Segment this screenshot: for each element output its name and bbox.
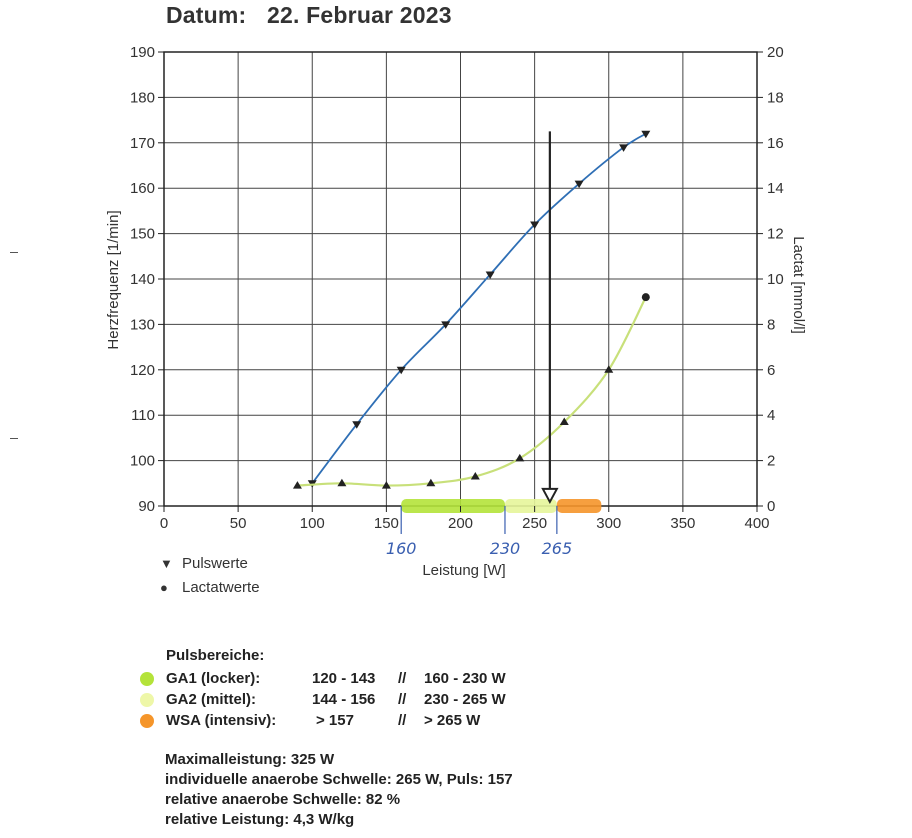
circle-icon: ● xyxy=(160,580,168,595)
stat-anaerobic-threshold: individuelle anaerobe Schwelle: 265 W, Puls: 157 xyxy=(165,771,513,788)
y-left-tick-label: 140 xyxy=(129,271,155,288)
highlight-dot-icon xyxy=(140,714,154,728)
y-right-axis-label: Lactat [mmol/l] xyxy=(790,236,807,334)
handwritten-label: 230 xyxy=(489,539,521,558)
series-line-lactatwerte xyxy=(297,297,645,485)
y-left-tick-label: 110 xyxy=(131,407,155,425)
y-left-tick-label: 120 xyxy=(129,361,155,379)
y-left-tick-label: 170 xyxy=(129,134,155,152)
legend-item-puls: ▼ Pulswerte xyxy=(160,555,248,572)
x-tick-label: 300 xyxy=(596,515,622,532)
y-right-tick-label: 10 xyxy=(767,271,784,288)
x-tick-label: 250 xyxy=(522,515,548,532)
chart-series xyxy=(293,131,650,489)
chart-legend xyxy=(160,555,260,603)
x-tick-label: 350 xyxy=(670,515,696,532)
y-right-tick-label: 0 xyxy=(767,498,776,515)
handwritten-labels xyxy=(386,539,572,558)
y-left-axis-label: Herzfrequenz [1/min] xyxy=(105,210,122,350)
y-left-tick-label: 130 xyxy=(129,316,155,334)
data-point xyxy=(642,293,650,301)
y-right-tick-label: 4 xyxy=(767,407,776,425)
y-right-tick-label: 6 xyxy=(767,361,776,379)
zone-row-ga1: GA1 (locker): 120 - 143 // 160 - 230 W xyxy=(140,668,506,689)
y-right-axis-ticks xyxy=(757,44,784,515)
series-line-pulswerte xyxy=(312,134,646,484)
y-left-axis-ticks xyxy=(130,44,164,515)
zone-band-ga1 xyxy=(401,499,505,513)
stat-relative-power: relative Leistung: 4,3 W/kg xyxy=(165,811,355,828)
date-value: 22. Februar 2023 xyxy=(267,2,452,28)
y-left-tick-label: 180 xyxy=(129,89,155,107)
x-tick-label: 200 xyxy=(447,515,474,532)
pulsbereiche-title: Pulsbereiche: xyxy=(166,647,265,664)
x-tick-label: 0 xyxy=(159,515,169,532)
zone-band-wsa xyxy=(557,499,601,513)
y-right-tick-label: 12 xyxy=(767,225,784,243)
zone-row-wsa: WSA (intensiv): > 157 // > 265 W xyxy=(140,710,506,731)
y-left-tick-label: 150 xyxy=(129,225,155,243)
training-zones xyxy=(401,499,601,534)
y-left-tick-label: 100 xyxy=(129,452,155,470)
y-right-tick-label: 20 xyxy=(767,44,784,61)
zone-row-ga2: GA2 (mittel): 144 - 156 // 230 - 265 W xyxy=(140,689,506,710)
summary-stats xyxy=(165,750,513,830)
y-right-tick-label: 14 xyxy=(767,180,784,198)
highlight-dot-icon xyxy=(140,672,154,686)
handwritten-label: 160 xyxy=(385,539,417,558)
date-label: Datum: xyxy=(166,2,247,28)
y-left-tick-label: 90 xyxy=(138,498,155,515)
y-right-tick-label: 2 xyxy=(767,452,776,470)
x-axis-label: Leistung [W] xyxy=(422,562,506,579)
y-left-tick-label: 160 xyxy=(129,180,155,198)
highlight-dot-icon xyxy=(140,693,154,707)
x-tick-label: 150 xyxy=(373,515,399,532)
legend-item-lactat: ● Lactatwerte xyxy=(160,579,260,596)
triangle-down-icon: ▼ xyxy=(160,556,173,571)
threshold-arrow xyxy=(543,131,557,502)
stat-max-power: Maximalleistung: 325 W xyxy=(165,751,335,768)
y-right-tick-label: 16 xyxy=(767,134,784,152)
y-left-tick-label: 190 xyxy=(129,44,155,61)
stat-relative-threshold: relative anaerobe Schwelle: 82 % xyxy=(165,791,401,808)
y-right-tick-label: 8 xyxy=(767,316,776,334)
x-tick-label: 100 xyxy=(299,515,325,532)
y-right-tick-label: 18 xyxy=(767,89,784,107)
chart-grid xyxy=(164,52,757,506)
x-tick-label: 50 xyxy=(229,515,247,532)
x-tick-label: 400 xyxy=(744,515,770,532)
pulsbereiche-table xyxy=(140,647,506,731)
handwritten-label: 265 xyxy=(541,539,573,558)
